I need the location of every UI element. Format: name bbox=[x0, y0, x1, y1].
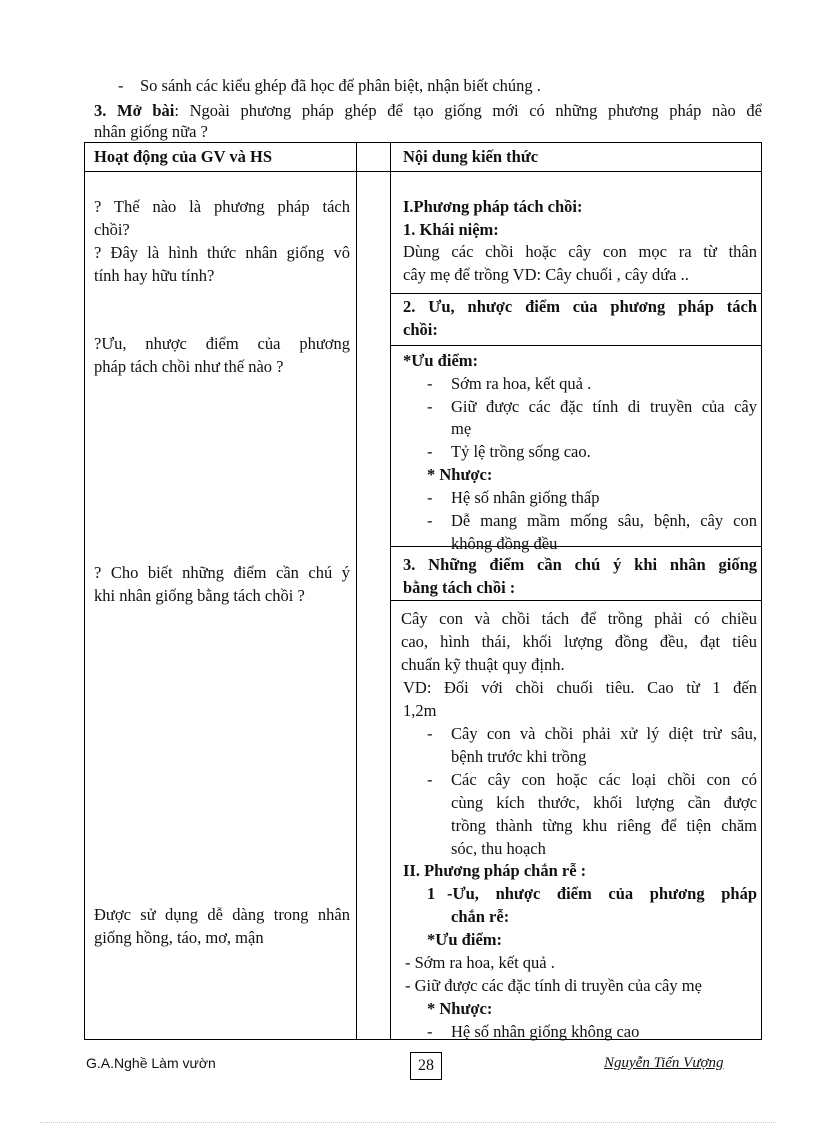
lesson-table bbox=[84, 142, 762, 1040]
note-line2: giống hồng, táo, mơ, mận bbox=[94, 928, 264, 947]
intro-label: 3. Mở bài bbox=[94, 101, 175, 120]
pre-bullet-text: So sánh các kiểu ghép đã học để phân biệt, nhận biết chúng . bbox=[140, 76, 541, 95]
pre-bullet: - So sánh các kiểu ghép đã học để phân biệt, nhận biết chúng . bbox=[118, 76, 541, 95]
row-divider bbox=[390, 600, 761, 601]
advantage-item: - Tỷ lệ trồng sống cao. bbox=[427, 442, 591, 461]
column-divider-2 bbox=[390, 143, 391, 1039]
row-divider bbox=[390, 345, 761, 346]
concept-title: 1. Khái niệm: bbox=[403, 220, 499, 239]
pros-cons-title-line1: 2. Ưu, nhược điểm của phương pháp tách bbox=[403, 297, 757, 316]
footer-subject: G.A.Nghề Làm vườn bbox=[86, 1055, 216, 1071]
notes-bullet-cont: sóc, thu hoạch bbox=[451, 839, 546, 858]
notes-bullet: - Các cây con hoặc các loại chồi con có bbox=[427, 770, 757, 789]
question-1-line1: ? Thế nào là phương pháp tách bbox=[94, 197, 350, 216]
question-4-line2: khi nhân giống bằng tách chồi ? bbox=[94, 586, 305, 605]
section-1-title: I.Phương pháp tách chồi: bbox=[403, 197, 583, 216]
advantage-2-item: - Giữ được các đặc tính di truyền của cây mẹ bbox=[405, 976, 702, 995]
disadvantages-title: * Nhược: bbox=[427, 465, 493, 484]
notes-para1-line1: Cây con và chồi tách để trồng phải có chiều bbox=[401, 609, 757, 628]
question-2-line1: ? Đây là hình thức nhân giống vô bbox=[94, 243, 350, 262]
pros-cons-title-line2: chồi: bbox=[403, 320, 438, 339]
question-4-line1: ? Cho biết những điểm cần chú ý bbox=[94, 563, 350, 582]
disadvantage-item-cont: không đồng đều bbox=[451, 534, 558, 553]
notes-para1-line2: cao, hình thái, khối lượng đồng đều, đạt tiêu bbox=[401, 632, 757, 651]
advantage-item-cont: mẹ bbox=[451, 419, 472, 438]
notes-bullet: - Cây con và chồi phải xử lý diệt trừ sâu, bbox=[427, 724, 757, 743]
notes-bullet-cont: cùng kích thước, khối lượng cần được bbox=[451, 793, 757, 812]
concept-line2: cây mẹ để trồng VD: Cây chuối , cây dứa .. bbox=[403, 265, 689, 284]
disadvantage-item: - Dễ mang mầm mống sâu, bệnh, cây con bbox=[427, 511, 757, 530]
row-divider bbox=[390, 293, 761, 294]
page-number: 28 bbox=[410, 1052, 442, 1080]
section-2-sub-number: 1 bbox=[427, 884, 436, 903]
concept-line1: Dùng các chồi hoặc cây con mọc ra từ thân bbox=[403, 242, 757, 261]
section-2-title: II. Phương pháp chắn rễ : bbox=[403, 861, 587, 880]
note-line1: Được sử dụng dễ dàng trong nhân bbox=[94, 905, 350, 924]
footer-author: Nguyễn Tiến Vượng bbox=[604, 1055, 724, 1071]
question-3-line2: pháp tách chồi như thế nào ? bbox=[94, 357, 284, 376]
notes-title-line2: bằng tách chồi : bbox=[403, 578, 516, 597]
notes-bullet-cont: trồng thành từng khu riêng để tiện chăm bbox=[451, 816, 757, 835]
question-2-line2: tính hay hữu tính? bbox=[94, 266, 215, 285]
intro bbox=[94, 100, 762, 142]
disadvantage-2-item: - Hệ số nhân giống không cao bbox=[427, 1022, 640, 1041]
advantage-item: - Giữ được các đặc tính di truyền của cây bbox=[427, 397, 757, 416]
advantages-title: *Ưu điểm: bbox=[403, 351, 479, 370]
intro-line1: : Ngoài phương pháp ghép để tạo giống mới có những phương pháp nào để bbox=[174, 101, 762, 120]
notes-title-line1: 3. Những điểm cần chú ý khi nhân giống bbox=[403, 555, 757, 574]
advantages-title-2: *Ưu điểm: bbox=[427, 930, 503, 949]
disadvantages-title-2: * Nhược: bbox=[427, 999, 493, 1018]
row-divider bbox=[390, 546, 761, 547]
column-divider-1 bbox=[356, 143, 357, 1039]
header-content: Nội dung kiến thức bbox=[403, 147, 539, 166]
notes-para1-line3: chuẩn kỹ thuật quy định. bbox=[401, 655, 565, 674]
notes-bullet-cont: bệnh trước khi trồng bbox=[451, 747, 587, 766]
notes-para2-line2: 1,2m bbox=[403, 701, 437, 720]
disadvantage-item: - Hệ số nhân giống thấp bbox=[427, 488, 600, 507]
question-3-line1: ?Ưu, nhược điểm của phương bbox=[94, 334, 350, 353]
section-2-sub-line2: chắn rễ: bbox=[451, 907, 510, 926]
section-2-sub-line1: -Ưu, nhược điểm của phương pháp bbox=[447, 884, 757, 903]
advantage-2-item: - Sớm ra hoa, kết quả . bbox=[405, 953, 555, 972]
question-1-line2: chồi? bbox=[94, 220, 130, 239]
header-activity: Hoạt động của GV và HS bbox=[94, 147, 273, 166]
advantage-item: - Sớm ra hoa, kết quả . bbox=[427, 374, 592, 393]
intro-line2: nhân giống nữa ? bbox=[94, 122, 208, 141]
header-row-divider bbox=[85, 171, 761, 172]
notes-para2-line1: VD: Đối với chồi chuối tiêu. Cao từ 1 đến bbox=[403, 678, 757, 697]
